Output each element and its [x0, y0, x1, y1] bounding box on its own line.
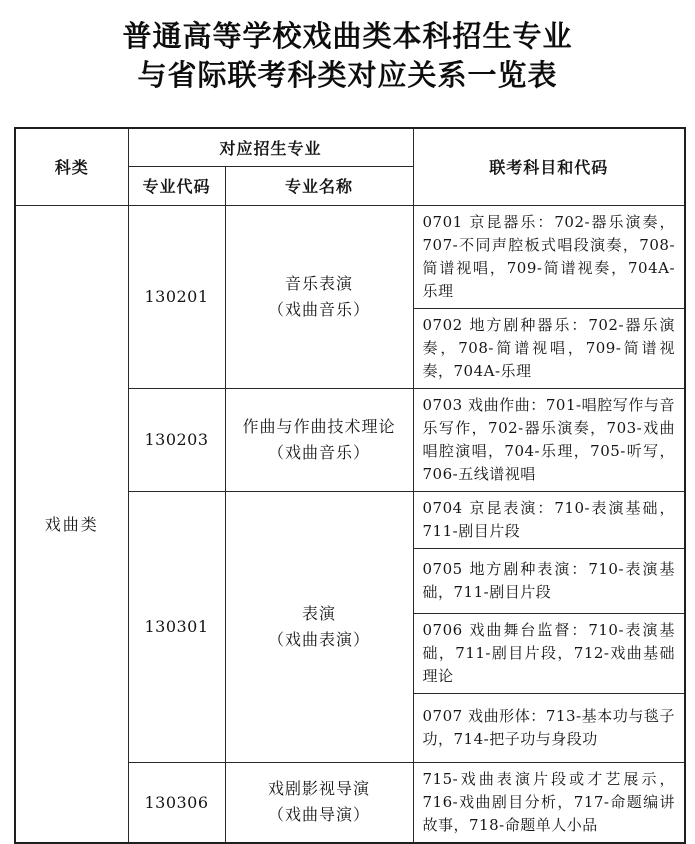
- major-name-sub: （戏曲音乐）: [268, 442, 371, 462]
- exam-subjects-cell: 0701 京昆器乐：702-器乐演奏，707-不同声腔板式唱段演奏，708-简谱视唱，709-简谱视奏，704A-乐理: [413, 205, 685, 308]
- page-title-line-1: 普通高等学校戏曲类本科招生专业: [122, 19, 573, 53]
- header-major-name: 专业名称: [225, 166, 413, 205]
- major-code-cell: 130301: [128, 491, 225, 762]
- major-name-line: 表演: [302, 603, 337, 623]
- page-title: [0, 0, 695, 95]
- header-major-group: 对应招生专业: [128, 128, 413, 166]
- major-code-cell: 130203: [128, 388, 225, 491]
- major-name-line: 音乐表演: [285, 273, 354, 293]
- major-name-sub: （戏曲表演）: [268, 629, 371, 649]
- correspondence-table: [14, 127, 686, 844]
- header-exam-subjects: 联考科目和代码: [413, 128, 685, 205]
- major-name-cell: [225, 205, 413, 388]
- exam-subjects-cell: 0705 地方剧种表演：710-表演基础，711-剧目片段: [413, 548, 685, 613]
- exam-subjects-cell: 715-戏曲表演片段或才艺展示，716-戏曲剧目分析，717-命题编讲故事，718-命题单人小品: [413, 762, 685, 843]
- major-name-line: 作曲与作曲技术理论: [242, 416, 396, 436]
- major-name-line: 戏剧影视导演: [268, 779, 371, 798]
- major-name-sub: （戏曲音乐）: [268, 299, 371, 319]
- major-code-cell: 130201: [128, 205, 225, 388]
- major-name-cell: [225, 388, 413, 491]
- exam-subjects-cell: 0704 京昆表演：710-表演基础，711-剧目片段: [413, 491, 685, 548]
- exam-subjects-cell: 0706 戏曲舞台监督：710-表演基础，711-剧目片段，712-戏曲基础理论: [413, 613, 685, 693]
- exam-subjects-cell: 0707 戏曲形体：713-基本功与毯子功，714-把子功与身段功: [413, 693, 685, 762]
- major-name-cell: [225, 491, 413, 762]
- header-category: 科类: [15, 128, 128, 205]
- exam-subjects-cell: 0702 地方剧种器乐：702-器乐演奏，708-简谱视唱，709-简谱视奏，704A-乐理: [413, 308, 685, 388]
- category-cell: 戏曲类: [15, 205, 128, 843]
- page-title-line-2: 与省际联考科类对应关系一览表: [137, 58, 558, 92]
- exam-subjects-cell: 0703 戏曲作曲：701-唱腔写作与音乐写作，702-器乐演奏，703-戏曲唱腔演唱，704-乐理，705-听写，706-五线谱视唱: [413, 388, 685, 491]
- major-name-sub: （戏曲导演）: [268, 805, 371, 824]
- header-major-code: 专业代码: [128, 166, 225, 205]
- major-code-cell: 130306: [128, 762, 225, 843]
- major-name-cell: [225, 762, 413, 843]
